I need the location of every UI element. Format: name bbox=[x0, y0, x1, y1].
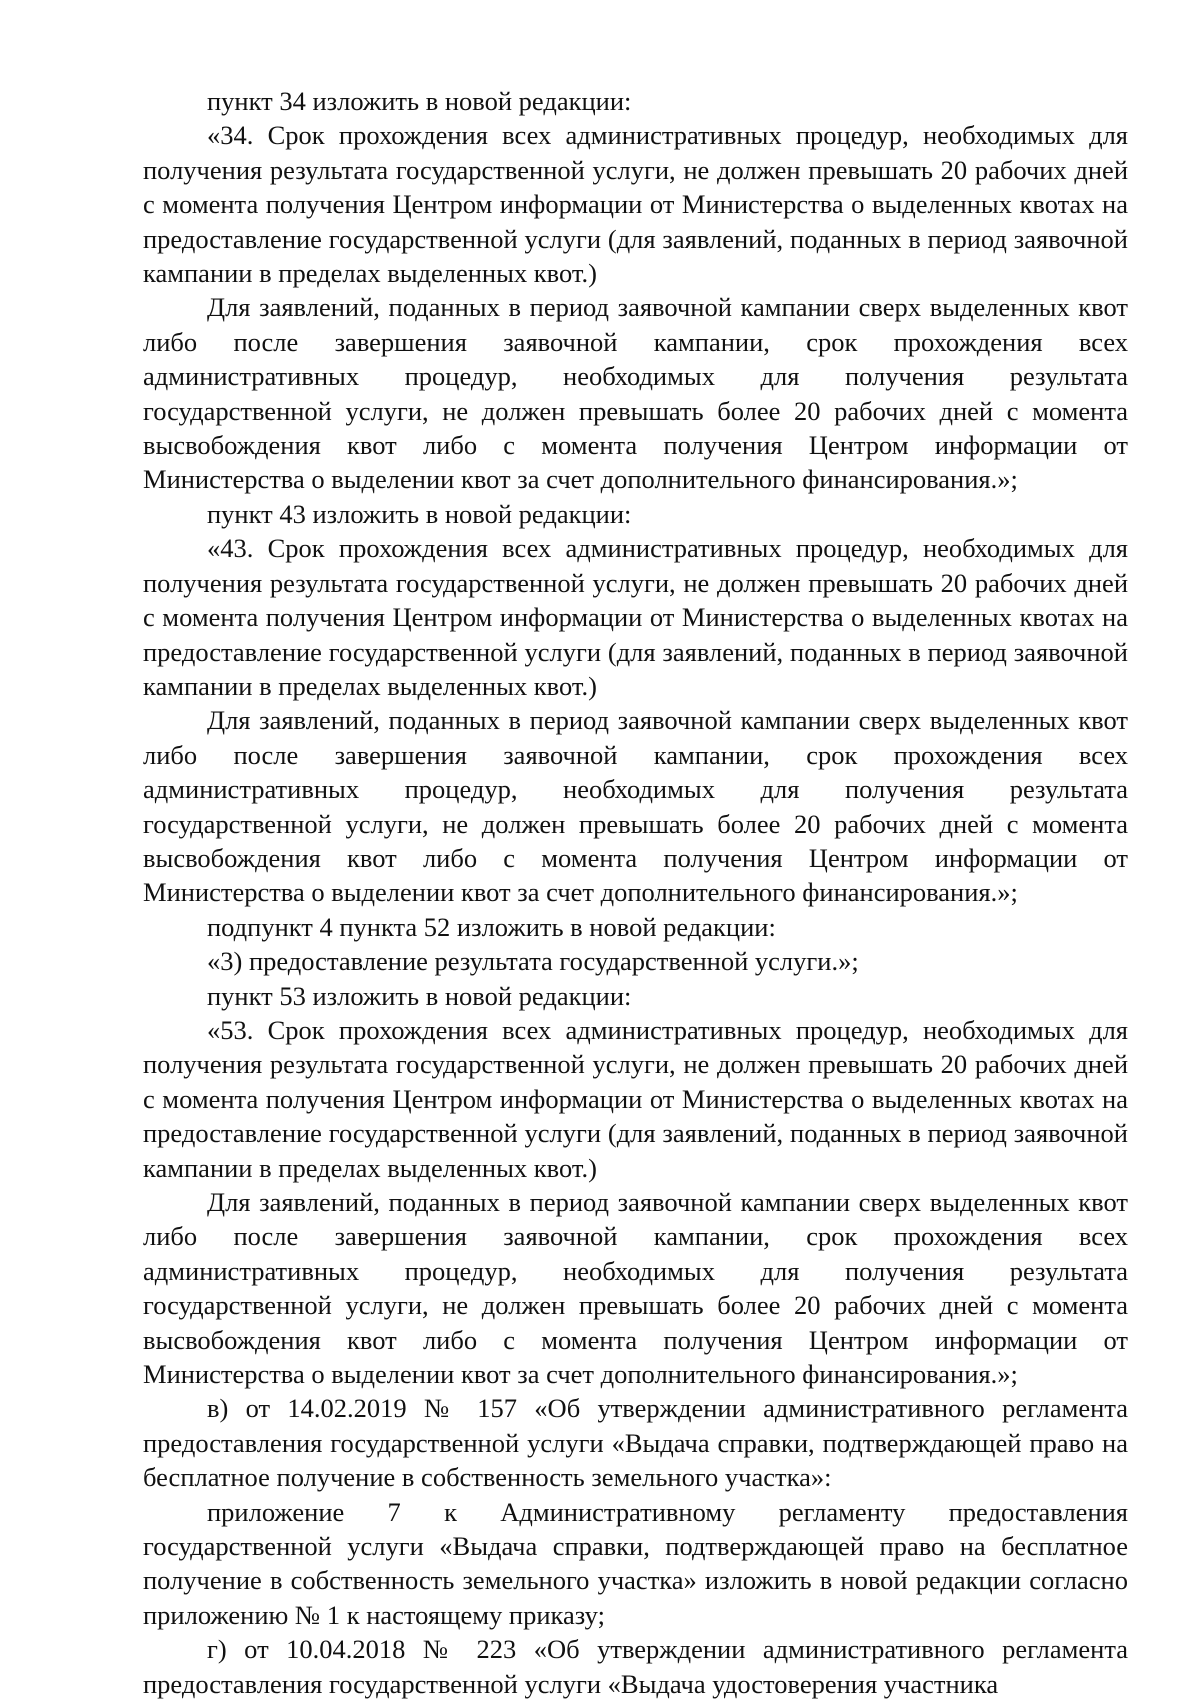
paragraph-item-43-extra: Для заявлений, поданных в период заявочной кампании сверх выделенных квот либо после завершения заявочной кампании, срок прохождения всех административных процедур, необходимых для получения результата государственной услуги, не должен превышать более 20 рабочих дней с момента высвобождения квот либо с момента получения Центром информации от Министерства о выделении квот за счет дополнительного финансирования.»; bbox=[143, 705, 1128, 908]
document-page bbox=[143, 84, 1128, 1701]
paragraph-appendix-7: приложение 7 к Административному регламенту предоставления государственной услуги «Выдача справки, подтверждающей право на бесплатное получение в собственность земельного участка» изложить в новой редакции согласно приложению № 1 к настоящему приказу; bbox=[143, 1496, 1128, 1630]
paragraph-item-43-text: «43. Срок прохождения всех административных процедур, необходимых для получения результата государственной услуги, не должен превышать 20 рабочих дней с момента получения Центром информации от Министерства о выделенных квотах на предоставление государственной услуги (для заявлений, поданных в период заявочной кампании в пределах выделенных квот.) bbox=[143, 533, 1128, 701]
paragraph-item-43-intro: пункт 43 изложить в новой редакции: bbox=[207, 498, 632, 529]
paragraph-order-157: в) от 14.02.2019 № 157 «Об утверждении административного регламента предоставления государственной услуги «Выдача справки, подтверждающей право на бесплатное получение в собственность земельного участка»: bbox=[143, 1393, 1128, 1493]
paragraph-item-53-intro: пункт 53 изложить в новой редакции: bbox=[207, 980, 632, 1011]
paragraph-item-34-text: «34. Срок прохождения всех административных процедур, необходимых для получения результата государственной услуги, не должен превышать 20 рабочих дней с момента получения Центром информации от Министерства о выделенных квотах на предоставление государственной услуги (для заявлений, поданных в период заявочной кампании в пределах выделенных квот.) bbox=[143, 120, 1128, 289]
paragraph-item-53-text: «53. Срок прохождения всех административных процедур, необходимых для получения результата государственной услуги, не должен превышать 20 рабочих дней с момента получения Центром информации от Министерства о выделенных квотах на предоставление государственной услуги (для заявлений, поданных в период заявочной кампании в пределах выделенных квот.) bbox=[143, 1014, 1128, 1183]
paragraph-order-223: г) от 10.04.2018 № 223 «Об утверждении административного регламента предоставления государственной услуги «Выдача удостоверения участника bbox=[143, 1634, 1128, 1699]
paragraph-item-34-intro: пункт 34 изложить в новой редакции: bbox=[207, 86, 632, 116]
paragraph-item-53-extra: Для заявлений, поданных в период заявочной кампании сверх выделенных квот либо после завершения заявочной кампании, срок прохождения всех административных процедур, необходимых для получения результата государственной услуги, не должен превышать более 20 рабочих дней с момента высвобождения квот либо с момента получения Центром информации от Министерства о выделении квот за счет дополнительного финансирования.»; bbox=[143, 1187, 1128, 1390]
paragraph-subitem-52-intro: подпункт 4 пункта 52 изложить в новой редакции: bbox=[207, 911, 776, 942]
paragraph-item-34-extra: Для заявлений, поданных в период заявочной кампании сверх выделенных квот либо после завершения заявочной кампании, срок прохождения всех административных процедур, необходимых для получения результата государственной услуги, не должен превышать более 20 рабочих дней с момента высвобождения квот либо с момента получения Центром информации от Министерства о выделении квот за счет дополнительного финансирования.»; bbox=[143, 292, 1128, 495]
paragraph-subitem-52-text: «3) предоставление результата государственной услуги.»; bbox=[207, 946, 859, 977]
